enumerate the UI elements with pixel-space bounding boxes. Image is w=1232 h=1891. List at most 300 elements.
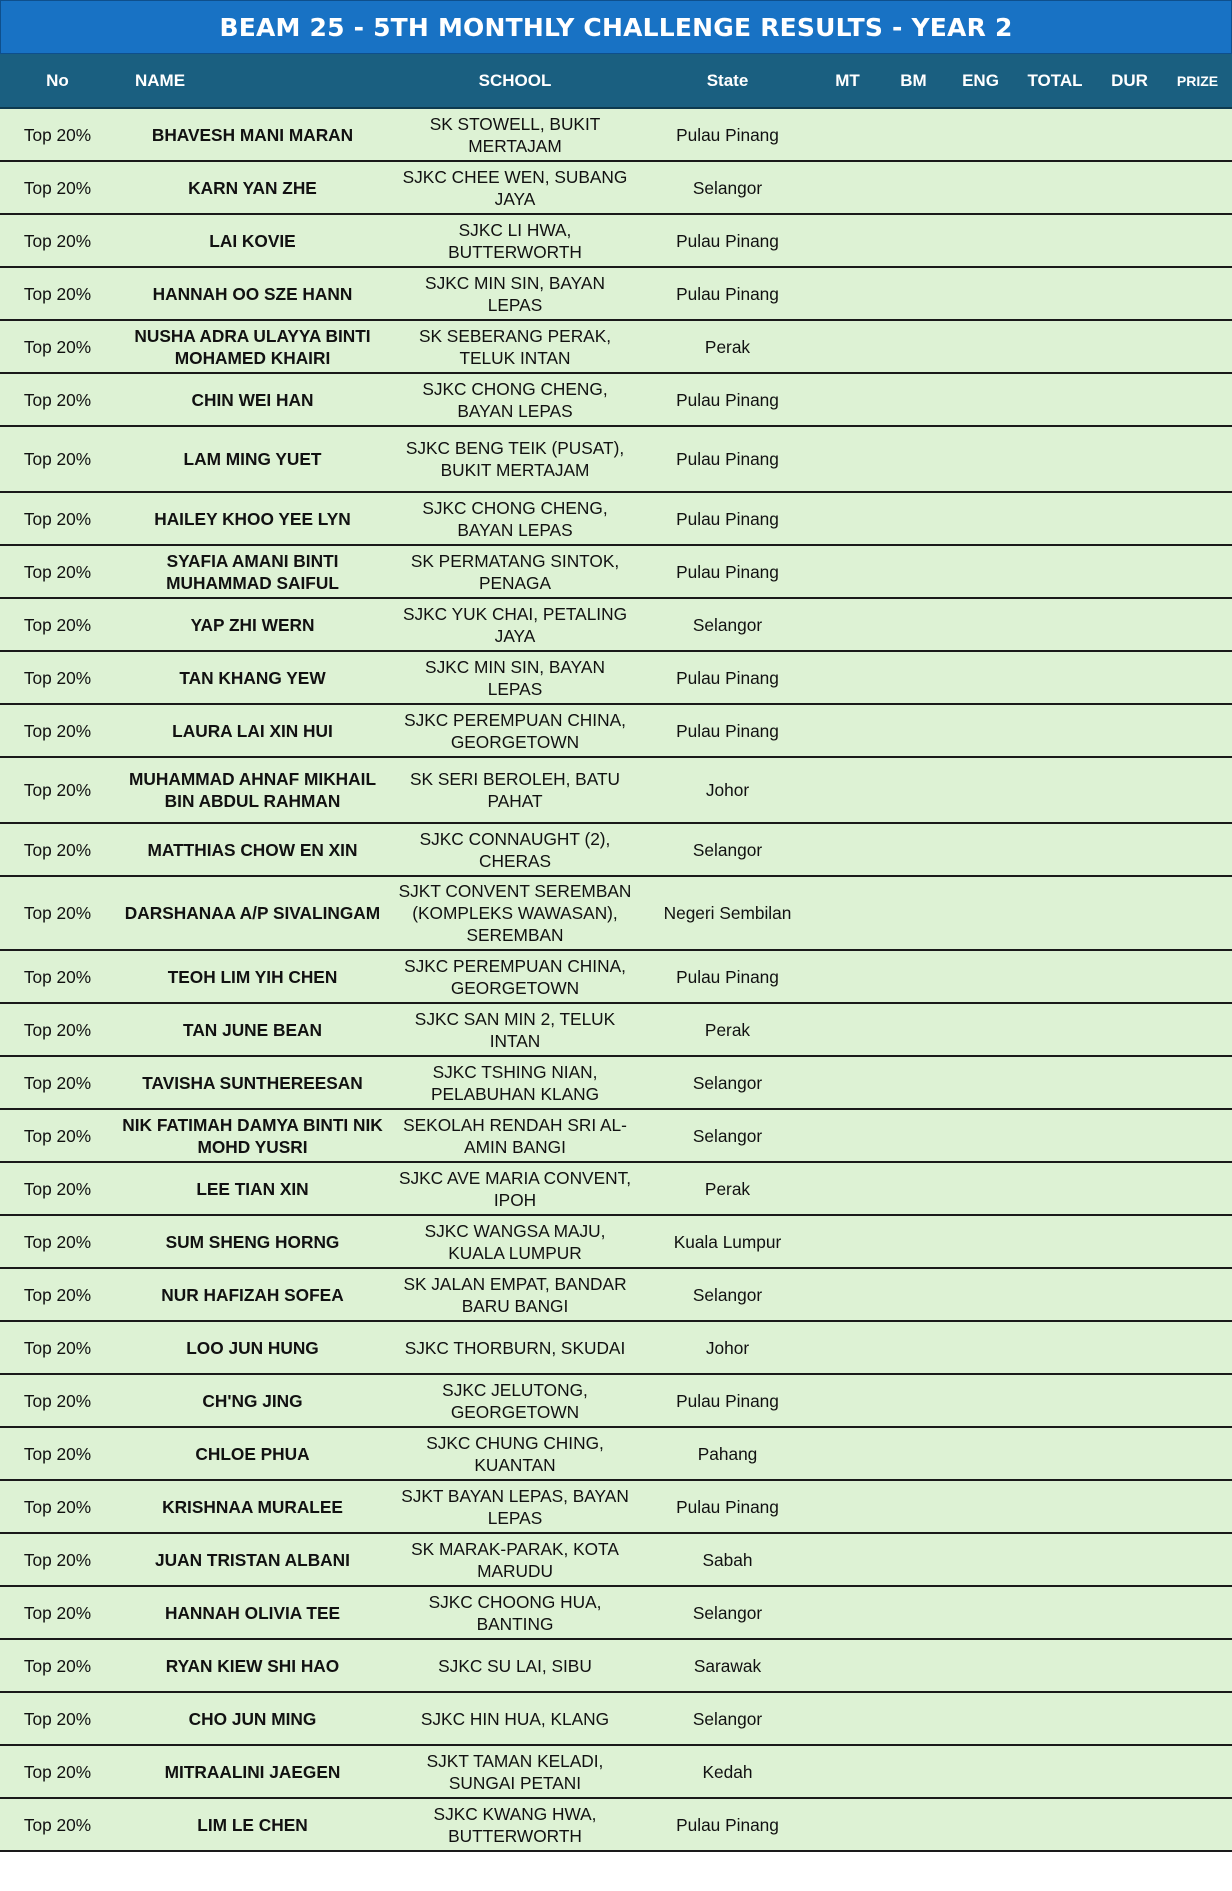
cell-eng (947, 1056, 1014, 1109)
cell-school: SK MARAK-PARAK, KOTA MARUDU (390, 1533, 640, 1586)
cell-prize (1163, 1692, 1232, 1745)
cell-name: NUR HAFIZAH SOFEA (115, 1268, 390, 1321)
cell-no: Top 20% (0, 320, 115, 373)
table-row[interactable] (0, 651, 1232, 704)
table-row[interactable] (0, 823, 1232, 876)
cell-school: SJKC WANGSA MAJU, KUALA LUMPUR (390, 1215, 640, 1268)
cell-total (1014, 1692, 1096, 1745)
cell-name: LIM LE CHEN (115, 1798, 390, 1851)
cell-total (1014, 876, 1096, 950)
cell-no: Top 20% (0, 1533, 115, 1586)
cell-bm (880, 545, 947, 598)
table-row[interactable] (0, 320, 1232, 373)
col-header-dur[interactable]: DUR (1096, 54, 1163, 108)
cell-state: Perak (640, 1162, 815, 1215)
cell-bm (880, 1162, 947, 1215)
cell-dur (1096, 1480, 1163, 1533)
cell-bm (880, 1692, 947, 1745)
header-row (0, 54, 1232, 108)
cell-dur (1096, 1374, 1163, 1427)
cell-total (1014, 320, 1096, 373)
table-row[interactable] (0, 1321, 1232, 1374)
cell-total (1014, 1586, 1096, 1639)
cell-eng (947, 1109, 1014, 1162)
cell-bm (880, 651, 947, 704)
col-header-no[interactable]: No (0, 54, 115, 108)
cell-dur (1096, 1056, 1163, 1109)
cell-state: Selangor (640, 1692, 815, 1745)
cell-mt (815, 1745, 880, 1798)
cell-dur (1096, 426, 1163, 492)
cell-total (1014, 267, 1096, 320)
cell-school: SJKC SU LAI, SIBU (390, 1639, 640, 1692)
table-row[interactable] (0, 876, 1232, 950)
cell-mt (815, 492, 880, 545)
cell-dur (1096, 373, 1163, 426)
cell-no: Top 20% (0, 1692, 115, 1745)
cell-eng (947, 651, 1014, 704)
cell-state: Selangor (640, 1586, 815, 1639)
cell-bm (880, 1798, 947, 1851)
cell-school: SJKC CHOONG HUA, BANTING (390, 1586, 640, 1639)
cell-bm (880, 598, 947, 651)
cell-mt (815, 1427, 880, 1480)
cell-prize (1163, 1374, 1232, 1427)
cell-mt (815, 1692, 880, 1745)
cell-eng (947, 1639, 1014, 1692)
cell-no: Top 20% (0, 373, 115, 426)
cell-bm (880, 267, 947, 320)
cell-school: SJKC TSHING NIAN, PELABUHAN KLANG (390, 1056, 640, 1109)
cell-total (1014, 1162, 1096, 1215)
cell-eng (947, 214, 1014, 267)
cell-name: NIK FATIMAH DAMYA BINTI NIK MOHD YUSRI (115, 1109, 390, 1162)
cell-no: Top 20% (0, 1427, 115, 1480)
cell-dur (1096, 1639, 1163, 1692)
cell-dur (1096, 598, 1163, 651)
cell-state: Pahang (640, 1427, 815, 1480)
cell-school: SJKC HIN HUA, KLANG (390, 1692, 640, 1745)
cell-name: LAI KOVIE (115, 214, 390, 267)
cell-bm (880, 1533, 947, 1586)
cell-school: SJKC MIN SIN, BAYAN LEPAS (390, 267, 640, 320)
cell-school: SJKC PEREMPUAN CHINA, GEORGETOWN (390, 950, 640, 1003)
cell-eng (947, 373, 1014, 426)
cell-school: SK SEBERANG PERAK, TELUK INTAN (390, 320, 640, 373)
cell-name: CH'NG JING (115, 1374, 390, 1427)
cell-eng (947, 545, 1014, 598)
cell-mt (815, 373, 880, 426)
cell-dur (1096, 1745, 1163, 1798)
table-body (0, 108, 1232, 1851)
cell-no: Top 20% (0, 1215, 115, 1268)
table-row[interactable] (0, 545, 1232, 598)
cell-name: CHO JUN MING (115, 1692, 390, 1745)
cell-school: SJKT TAMAN KELADI, SUNGAI PETANI (390, 1745, 640, 1798)
cell-school: SK JALAN EMPAT, BANDAR BARU BANGI (390, 1268, 640, 1321)
cell-total (1014, 1639, 1096, 1692)
cell-no: Top 20% (0, 950, 115, 1003)
table-row[interactable] (0, 1003, 1232, 1056)
cell-name: TAN JUNE BEAN (115, 1003, 390, 1056)
cell-total (1014, 651, 1096, 704)
cell-bm (880, 1639, 947, 1692)
cell-name: MUHAMMAD AHNAF MIKHAIL BIN ABDUL RAHMAN (115, 757, 390, 823)
cell-state: Selangor (640, 1109, 815, 1162)
cell-no: Top 20% (0, 267, 115, 320)
cell-dur (1096, 1798, 1163, 1851)
cell-bm (880, 108, 947, 161)
cell-no: Top 20% (0, 161, 115, 214)
cell-prize (1163, 1745, 1232, 1798)
cell-bm (880, 1427, 947, 1480)
cell-school: SJKT CONVENT SEREMBAN (KOMPLEKS WAWASAN), SEREMBAN (390, 876, 640, 950)
cell-prize (1163, 1639, 1232, 1692)
cell-eng (947, 950, 1014, 1003)
cell-eng (947, 320, 1014, 373)
cell-dur (1096, 823, 1163, 876)
cell-bm (880, 426, 947, 492)
table-row[interactable] (0, 950, 1232, 1003)
cell-dur (1096, 1109, 1163, 1162)
cell-no: Top 20% (0, 1586, 115, 1639)
cell-total (1014, 1321, 1096, 1374)
cell-bm (880, 757, 947, 823)
cell-no: Top 20% (0, 1003, 115, 1056)
cell-prize (1163, 1321, 1232, 1374)
cell-eng (947, 1533, 1014, 1586)
cell-name: YAP ZHI WERN (115, 598, 390, 651)
cell-dur (1096, 1162, 1163, 1215)
cell-no: Top 20% (0, 426, 115, 492)
cell-total (1014, 214, 1096, 267)
table-row[interactable] (0, 1586, 1232, 1639)
cell-school: SJKC CHEE WEN, SUBANG JAYA (390, 161, 640, 214)
col-header-eng[interactable]: ENG (947, 54, 1014, 108)
cell-total (1014, 545, 1096, 598)
cell-dur (1096, 1533, 1163, 1586)
cell-name: HANNAH OLIVIA TEE (115, 1586, 390, 1639)
cell-name: LAM MING YUET (115, 426, 390, 492)
cell-name: KARN YAN ZHE (115, 161, 390, 214)
cell-name: RYAN KIEW SHI HAO (115, 1639, 390, 1692)
cell-eng (947, 1586, 1014, 1639)
cell-total (1014, 161, 1096, 214)
cell-prize (1163, 492, 1232, 545)
cell-name: LEE TIAN XIN (115, 1162, 390, 1215)
cell-school: SJKT BAYAN LEPAS, BAYAN LEPAS (390, 1480, 640, 1533)
cell-state: Pulau Pinang (640, 108, 815, 161)
cell-dur (1096, 545, 1163, 598)
cell-school: SJKC THORBURN, SKUDAI (390, 1321, 640, 1374)
cell-bm (880, 1480, 947, 1533)
cell-bm (880, 1109, 947, 1162)
cell-state: Johor (640, 757, 815, 823)
col-header-mt[interactable]: MT (815, 54, 880, 108)
cell-eng (947, 267, 1014, 320)
cell-no: Top 20% (0, 545, 115, 598)
cell-no: Top 20% (0, 108, 115, 161)
cell-mt (815, 757, 880, 823)
cell-no: Top 20% (0, 598, 115, 651)
cell-name: SUM SHENG HORNG (115, 1215, 390, 1268)
cell-school: SJKC MIN SIN, BAYAN LEPAS (390, 651, 640, 704)
cell-dur (1096, 651, 1163, 704)
cell-total (1014, 1056, 1096, 1109)
cell-no: Top 20% (0, 1374, 115, 1427)
table-header (0, 54, 1232, 108)
table-row[interactable] (0, 1268, 1232, 1321)
cell-total (1014, 950, 1096, 1003)
cell-prize (1163, 1162, 1232, 1215)
cell-prize (1163, 1003, 1232, 1056)
cell-prize (1163, 950, 1232, 1003)
cell-no: Top 20% (0, 1056, 115, 1109)
cell-total (1014, 1215, 1096, 1268)
cell-eng (947, 1374, 1014, 1427)
cell-prize (1163, 1533, 1232, 1586)
table-row[interactable] (0, 492, 1232, 545)
cell-prize (1163, 1056, 1232, 1109)
cell-state: Sarawak (640, 1639, 815, 1692)
cell-state: Sabah (640, 1533, 815, 1586)
cell-name: TAVISHA SUNTHEREESAN (115, 1056, 390, 1109)
cell-name: CHIN WEI HAN (115, 373, 390, 426)
cell-school: SJKC AVE MARIA CONVENT, IPOH (390, 1162, 640, 1215)
cell-total (1014, 108, 1096, 161)
cell-mt (815, 651, 880, 704)
cell-name: HAILEY KHOO YEE LYN (115, 492, 390, 545)
table-row[interactable] (0, 426, 1232, 492)
cell-mt (815, 823, 880, 876)
cell-bm (880, 950, 947, 1003)
cell-name: KRISHNAA MURALEE (115, 1480, 390, 1533)
cell-state: Pulau Pinang (640, 545, 815, 598)
cell-no: Top 20% (0, 214, 115, 267)
cell-total (1014, 1480, 1096, 1533)
cell-prize (1163, 545, 1232, 598)
cell-prize (1163, 704, 1232, 757)
cell-total (1014, 1374, 1096, 1427)
cell-prize (1163, 757, 1232, 823)
cell-prize (1163, 651, 1232, 704)
cell-state: Selangor (640, 1056, 815, 1109)
cell-total (1014, 373, 1096, 426)
cell-mt (815, 1374, 880, 1427)
cell-bm (880, 161, 947, 214)
cell-school: SJKC CONNAUGHT (2), CHERAS (390, 823, 640, 876)
cell-bm (880, 876, 947, 950)
cell-mt (815, 1268, 880, 1321)
cell-mt (815, 161, 880, 214)
cell-state: Selangor (640, 1268, 815, 1321)
cell-mt (815, 1639, 880, 1692)
col-header-prize[interactable]: PRIZE (1163, 54, 1232, 108)
cell-mt (815, 1109, 880, 1162)
cell-bm (880, 1056, 947, 1109)
cell-mt (815, 1480, 880, 1533)
cell-bm (880, 1321, 947, 1374)
cell-name: NUSHA ADRA ULAYYA BINTI MOHAMED KHAIRI (115, 320, 390, 373)
table-row[interactable] (0, 1692, 1232, 1745)
cell-eng (947, 1268, 1014, 1321)
cell-no: Top 20% (0, 651, 115, 704)
table-row[interactable] (0, 1639, 1232, 1692)
cell-bm (880, 1268, 947, 1321)
cell-total (1014, 1798, 1096, 1851)
cell-mt (815, 214, 880, 267)
cell-prize (1163, 823, 1232, 876)
cell-eng (947, 108, 1014, 161)
cell-state: Pulau Pinang (640, 267, 815, 320)
cell-school: SJKC SAN MIN 2, TELUK INTAN (390, 1003, 640, 1056)
col-header-state[interactable]: State (640, 54, 815, 108)
cell-state: Selangor (640, 823, 815, 876)
cell-state: Kedah (640, 1745, 815, 1798)
cell-state: Pulau Pinang (640, 651, 815, 704)
sheet-title: BEAM 25 - 5TH MONTHLY CHALLENGE RESULTS - YEAR 2 (0, 0, 1232, 54)
table-row[interactable] (0, 161, 1232, 214)
cell-name: MATTHIAS CHOW EN XIN (115, 823, 390, 876)
table-row[interactable] (0, 267, 1232, 320)
cell-dur (1096, 267, 1163, 320)
col-header-bm[interactable]: BM (880, 54, 947, 108)
cell-prize (1163, 598, 1232, 651)
cell-no: Top 20% (0, 1798, 115, 1851)
cell-mt (815, 598, 880, 651)
cell-prize (1163, 161, 1232, 214)
cell-prize (1163, 1480, 1232, 1533)
cell-no: Top 20% (0, 1639, 115, 1692)
cell-mt (815, 426, 880, 492)
cell-total (1014, 492, 1096, 545)
cell-state: Pulau Pinang (640, 426, 815, 492)
cell-dur (1096, 950, 1163, 1003)
cell-state: Pulau Pinang (640, 1374, 815, 1427)
cell-dur (1096, 214, 1163, 267)
cell-dur (1096, 704, 1163, 757)
table-row[interactable] (0, 1745, 1232, 1798)
cell-prize (1163, 1586, 1232, 1639)
cell-bm (880, 1586, 947, 1639)
cell-school: SJKC JELUTONG, GEORGETOWN (390, 1374, 640, 1427)
cell-eng (947, 1798, 1014, 1851)
cell-school: SJKC PEREMPUAN CHINA, GEORGETOWN (390, 704, 640, 757)
cell-school: SJKC CHUNG CHING, KUANTAN (390, 1427, 640, 1480)
table-row[interactable] (0, 1798, 1232, 1851)
cell-state: Selangor (640, 161, 815, 214)
cell-state: Pulau Pinang (640, 492, 815, 545)
table-row[interactable] (0, 704, 1232, 757)
table-row[interactable] (0, 1374, 1232, 1427)
cell-name: MITRAALINI JAEGEN (115, 1745, 390, 1798)
table-row[interactable] (0, 108, 1232, 161)
table-row[interactable] (0, 1162, 1232, 1215)
cell-no: Top 20% (0, 876, 115, 950)
cell-eng (947, 1215, 1014, 1268)
cell-mt (815, 108, 880, 161)
cell-state: Pulau Pinang (640, 1798, 815, 1851)
cell-school: SK PERMATANG SINTOK, PENAGA (390, 545, 640, 598)
table-row[interactable] (0, 373, 1232, 426)
table-row[interactable] (0, 1109, 1232, 1162)
cell-prize (1163, 1109, 1232, 1162)
cell-bm (880, 214, 947, 267)
cell-no: Top 20% (0, 492, 115, 545)
col-header-total[interactable]: TOTAL (1014, 54, 1096, 108)
cell-bm (880, 1003, 947, 1056)
cell-prize (1163, 320, 1232, 373)
cell-mt (815, 1056, 880, 1109)
cell-name: DARSHANAA A/P SIVALINGAM (115, 876, 390, 950)
cell-school: SJKC CHONG CHENG, BAYAN LEPAS (390, 492, 640, 545)
cell-eng (947, 757, 1014, 823)
table-row[interactable] (0, 1056, 1232, 1109)
table-row[interactable] (0, 1480, 1232, 1533)
cell-dur (1096, 492, 1163, 545)
cell-school: SJKC LI HWA, BUTTERWORTH (390, 214, 640, 267)
cell-no: Top 20% (0, 823, 115, 876)
cell-dur (1096, 1215, 1163, 1268)
cell-total (1014, 1745, 1096, 1798)
cell-eng (947, 704, 1014, 757)
cell-total (1014, 1427, 1096, 1480)
cell-bm (880, 492, 947, 545)
cell-mt (815, 1798, 880, 1851)
cell-eng (947, 1003, 1014, 1056)
cell-no: Top 20% (0, 704, 115, 757)
cell-bm (880, 373, 947, 426)
cell-dur (1096, 1586, 1163, 1639)
cell-eng (947, 1745, 1014, 1798)
cell-dur (1096, 1268, 1163, 1321)
cell-prize (1163, 214, 1232, 267)
col-header-school[interactable]: SCHOOL (390, 54, 640, 108)
cell-no: Top 20% (0, 1480, 115, 1533)
table-row[interactable] (0, 1427, 1232, 1480)
cell-prize (1163, 267, 1232, 320)
table-row[interactable] (0, 1533, 1232, 1586)
cell-bm (880, 1745, 947, 1798)
cell-mt (815, 545, 880, 598)
table-row[interactable] (0, 214, 1232, 267)
cell-school: SJKC BENG TEIK (PUSAT), BUKIT MERTAJAM (390, 426, 640, 492)
results-table (0, 54, 1232, 1852)
cell-mt (815, 1162, 880, 1215)
cell-mt (815, 267, 880, 320)
cell-prize (1163, 876, 1232, 950)
cell-total (1014, 1109, 1096, 1162)
cell-eng (947, 1692, 1014, 1745)
cell-total (1014, 598, 1096, 651)
table-row[interactable] (0, 1215, 1232, 1268)
cell-dur (1096, 757, 1163, 823)
cell-school: SK STOWELL, BUKIT MERTAJAM (390, 108, 640, 161)
cell-state: Perak (640, 1003, 815, 1056)
cell-prize (1163, 426, 1232, 492)
cell-eng (947, 1321, 1014, 1374)
cell-total (1014, 1533, 1096, 1586)
cell-dur (1096, 876, 1163, 950)
table-row[interactable] (0, 757, 1232, 823)
cell-no: Top 20% (0, 1321, 115, 1374)
col-header-name[interactable]: NAME (115, 54, 390, 108)
cell-dur (1096, 320, 1163, 373)
cell-eng (947, 1427, 1014, 1480)
cell-eng (947, 1162, 1014, 1215)
cell-bm (880, 823, 947, 876)
table-row[interactable] (0, 598, 1232, 651)
